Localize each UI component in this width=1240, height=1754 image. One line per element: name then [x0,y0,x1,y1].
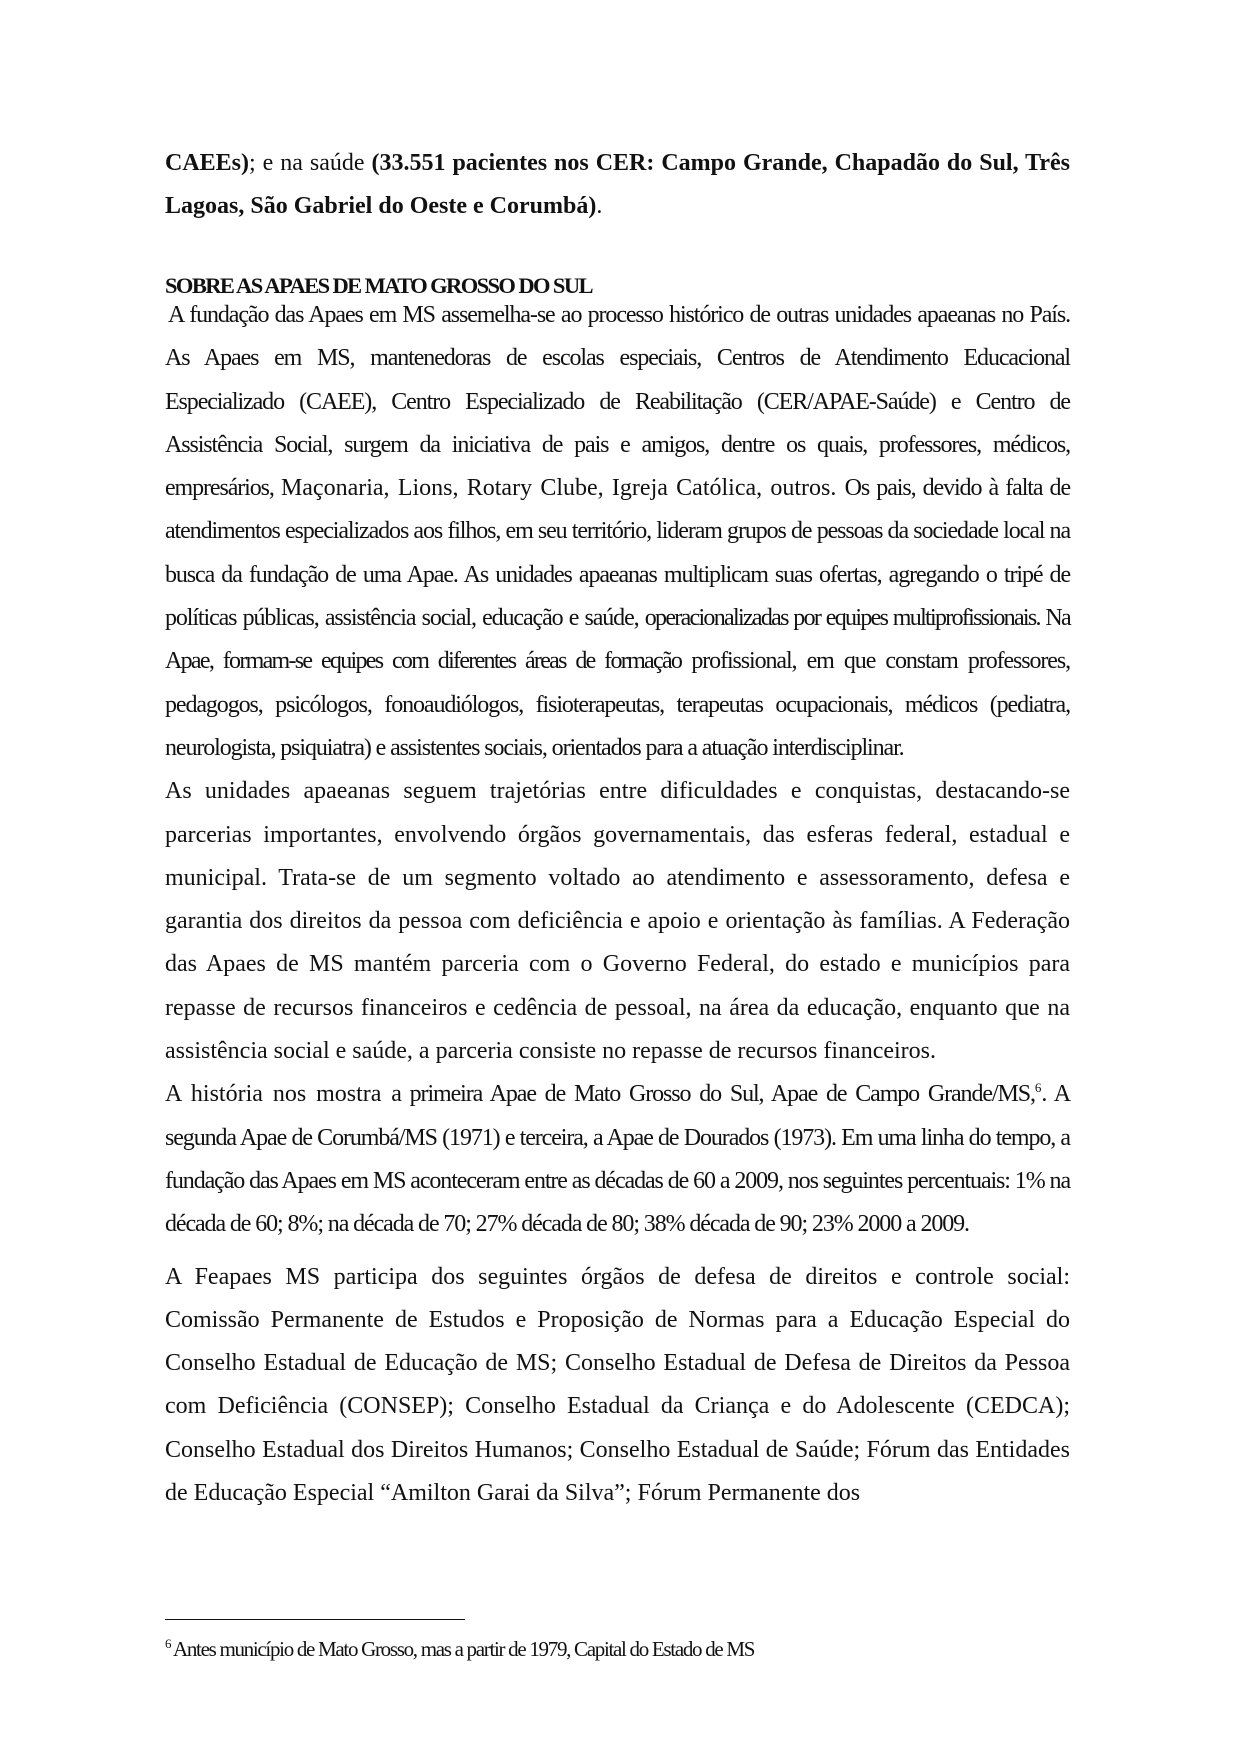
paragraph-health-summary [165,142,1070,229]
text-history-timeline: . A segunda Apae de Corumbá/MS (1971) e terceira, a Apae de Dourados (1973). Em uma linha do tempo, a fundação das Apaes em MS aconteceram entre as décadas de 60 a 2009, nos seguintes percentuais: 1% na década de 60; 8%; na década de 70; 27% década de 80; 38% década de 90; 23% 2000 a 2009. [165,1081,1070,1238]
text-history-intro: A história nos mostra [165,1081,392,1108]
footnote-text: Antes município de Mato Grosso, mas a partir de 1979, Capital do Estado de MS [170,1637,755,1661]
section-heading: SOBRE AS APAES DE MATO GROSSO DO SUL [165,273,592,298]
text-foundation-part1: A fundação das Apaes em MS assemelha-se ao processo histórico de outras unidades apaeanas no País. As Apaes em MS, mantenedoras de escolas especiais, Centros de Atendimento Educacional Especializado (CAEE), Centro Especializado de Reabilitação (CER/APAE-Saúde) e Centro de Assistência Social, surgem da iniciativa de pais e amigos, dentre os quais, professores, médicos, empresários, [165,302,1070,502]
paragraph-trajectories: As unidades apaeanas seguem trajetórias entre dificuldades e conquistas, destacando-se parcerias importantes, envolvendo órgãos governamentais, das esferas federal, estadual e municipal. Trata-se de um segmento voltado ao atendimento e assessoramento, defesa e garantia dos direitos da pessoa com deficiência e apoio e orientação às famílias. A Federação das Apaes de MS mantém parceria com o Governo Federal, do estado e municípios para repasse de recursos financeiros e cedência de pessoal, na área da educação, enquanto que na assistência social e saúde, a parceria consiste no repasse de recursos financeiros. [165,778,1070,1065]
text-foundation-orgs: Maçonaria, Lions, Rotary Clube, Igreja Católica, outros. [280,475,845,502]
paragraph-history [165,1073,1070,1246]
footnote-separator [165,1619,465,1620]
paragraph-feapaes-organs: A Feapaes MS participa dos seguintes órgãos de defesa de direitos e controle social: Comissão Permanente de Estudos e Proposição de Normas para a Educação Especial do Conselho Estadual de Educação de MS; Conselho Estadual de Defesa de Direitos da Pessoa com Deficiência (CONSEP); Conselho Estadual da Criança e do Adolescente (CEDCA); Conselho Estadual dos Direitos Humanos; Conselho Estadual de Saúde; Fórum das Entidades de Educação Especial “Amilton Garai da Silva”; Fórum Permanente dos [165,1263,1070,1507]
body-text-top [165,142,1070,229]
footnote-mark: 6 [165,1636,171,1651]
text-bold-caees: CAEEs) [165,150,250,176]
footnote [165,1635,1070,1663]
text-health-intro: ; e na saúde [249,150,372,176]
text-history-first-apae: a primeira Apae de Mato Grosso do Sul, Apae de Campo Grande/MS, [391,1081,1035,1108]
text-period: . [596,193,603,220]
text-foundation-teams: operacionalizadas por equipes multiprofissionais. Na Apae, formam-se equipes com diferentes áreas de formação [165,605,1071,675]
footnote-reference: 6 [1034,1080,1042,1096]
text-bold-cer-patients: (33.551 pacientes nos CER: Campo Grande, Chapadão do Sul, Três Lagoas, São Gabriel do Oeste e Corumbá) [165,150,1070,220]
body-text-main [165,294,1070,1515]
text-foundation-part2: Os pais, devido à falta de atendimentos especializados aos filhos, em seu território, lideram grupos de pessoas da sociedade local na busca da fundação de uma Apae. As unidades apaeanas multiplicam suas ofertas, agregando o tripé de políticas públicas, assistência social, educação e saúde, [165,475,1070,632]
text-foundation-part3: profissional, em que constam professores, pedagogos, psicólogos, fonoaudiólogos, fisioterapeutas, terapeutas ocupacionais, médicos (pediatra, neurologista, psiquiatra) e assistentes sociais, orientados para a atuação interdisciplinar. [165,648,1071,761]
paragraph-foundation [165,294,1070,770]
